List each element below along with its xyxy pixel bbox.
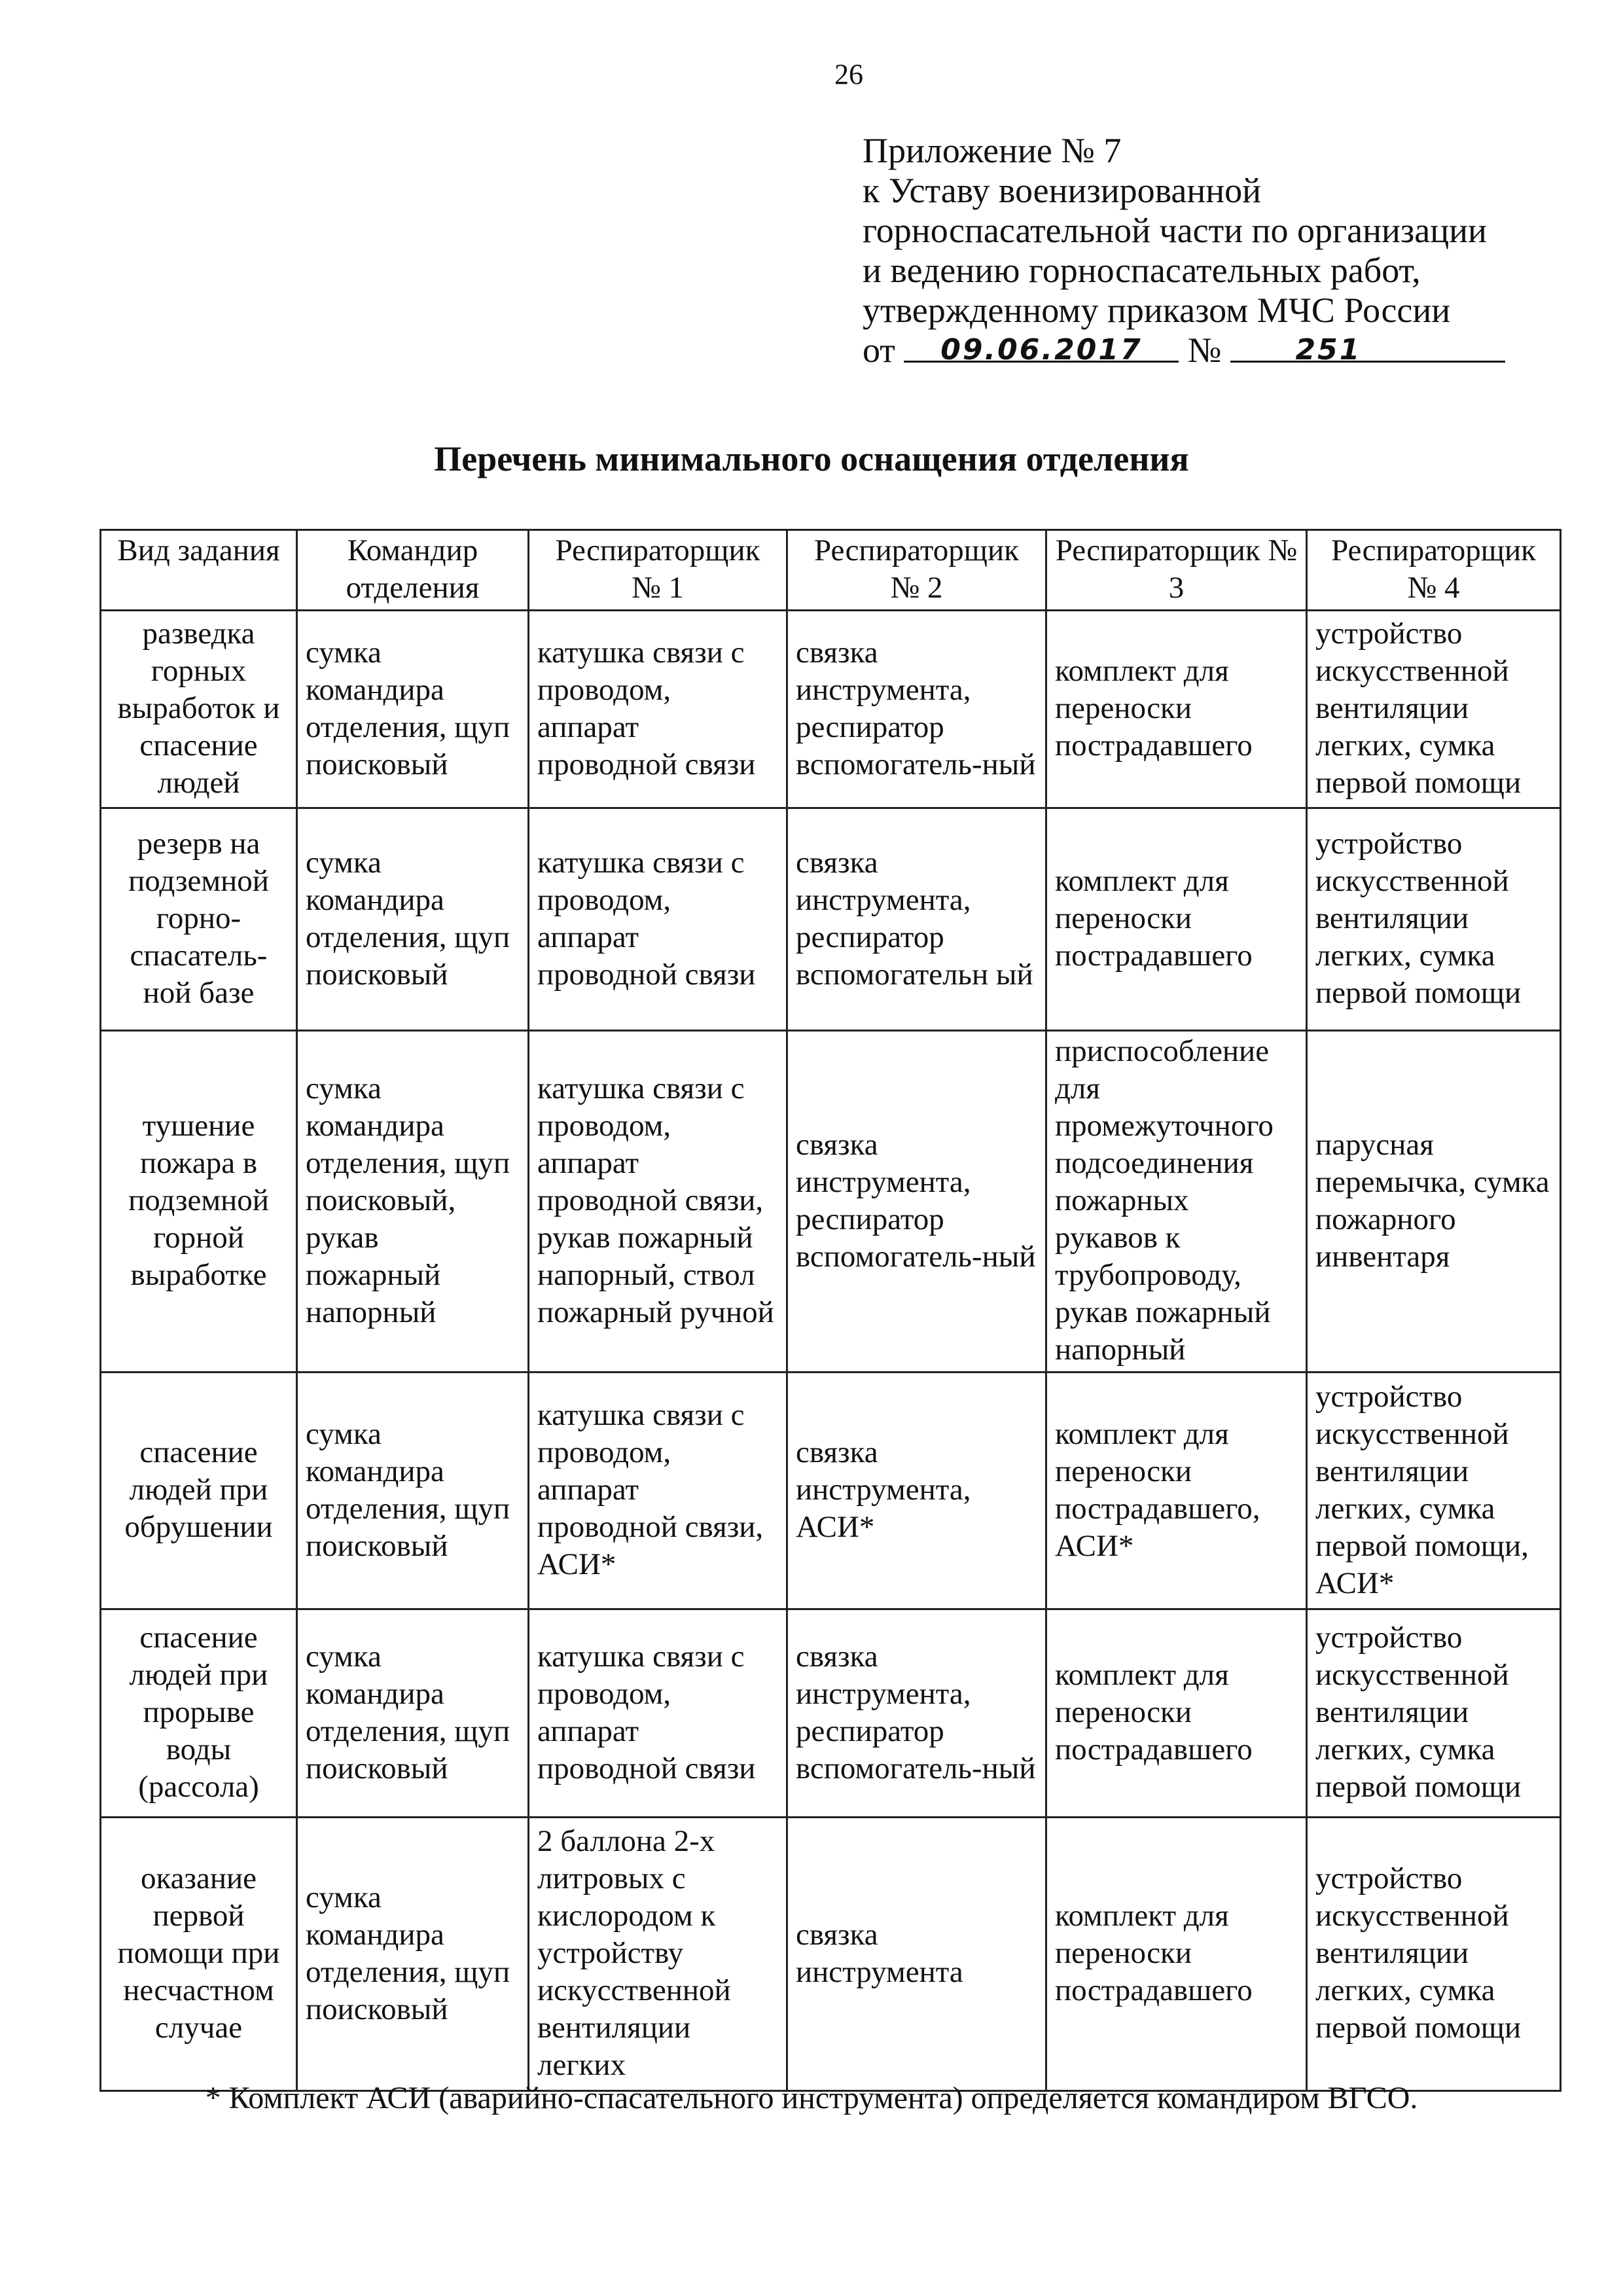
task-cell: спасение людей при обрушении (101, 1372, 297, 1609)
appendix-line-3: горноспасательной части по организации (863, 211, 1487, 250)
table-cell: устройство искусственной вентиляции легких, сумка первой помощи (1307, 1609, 1561, 1818)
number-field (1230, 331, 1505, 367)
table-row (101, 1372, 1561, 1609)
table-cell: сумка командира отделения, щуп поисковый (297, 1818, 529, 2091)
appendix-line-5: утвержденному приказом МЧС России (863, 291, 1451, 330)
table-cell: катушка связи с проводом, аппарат проводной связи (529, 1609, 787, 1818)
table-cell: устройство искусственной вентиляции легких, сумка первой помощи (1307, 808, 1561, 1031)
equipment-table (99, 529, 1561, 2092)
table-cell: сумка командира отделения, щуп поисковый, рукав пожарный напорный (297, 1031, 529, 1372)
appendix-header (863, 131, 1596, 370)
table-cell: катушка связи с проводом, аппарат проводной связи (529, 611, 787, 808)
table-cell: приспособление для промежуточного подсоединения пожарных рукавов к трубопроводу, рукав пожарный напорный (1046, 1031, 1307, 1372)
footnote: * Комплект АСИ (аварийно-спасательного инструмента) определяется командиром ВГСО. (205, 2081, 1418, 2115)
table-cell: устройство искусственной вентиляции легких, сумка первой помощи (1307, 1818, 1561, 2091)
header-respirator-2: Респираторщик № 2 (787, 530, 1046, 611)
page-number: 26 (834, 58, 863, 90)
table-cell: связка инструмента, респиратор вспомогатель-ный (787, 611, 1046, 808)
table-row (101, 1031, 1561, 1372)
table-cell: сумка командира отделения, щуп поисковый (297, 611, 529, 808)
header-respirator-3: Респираторщик № 3 (1046, 530, 1307, 611)
table-row (101, 611, 1561, 808)
number-label: № (1187, 331, 1222, 370)
table-cell: комплект для переноски пострадавшего (1046, 808, 1307, 1031)
table-cell: связка инструмента, респиратор вспомогатель-ный (787, 1609, 1046, 1818)
task-cell: спасение людей при прорыве воды (рассола) (101, 1609, 297, 1818)
table-cell: сумка командира отделения, щуп поисковый (297, 1372, 529, 1609)
table-cell: катушка связи с проводом, аппарат проводной связи (529, 808, 787, 1031)
header-respirator-1: Респираторщик № 1 (529, 530, 787, 611)
task-cell: разведка горных выработок и спасение людей (101, 611, 297, 808)
table-cell: сумка командира отделения, щуп поисковый (297, 1609, 529, 1818)
table-cell: комплект для переноски пострадавшего (1046, 1609, 1307, 1818)
appendix-line-1: Приложение № 7 (863, 131, 1122, 170)
task-cell: резерв на подземной горно-спасатель-ной базе (101, 808, 297, 1031)
table-cell: связка инструмента, респиратор вспомогательн ый (787, 808, 1046, 1031)
table-row (101, 1818, 1561, 2091)
header-respirator-4: Респираторщик № 4 (1307, 530, 1561, 611)
table-cell: связка инструмента (787, 1818, 1046, 2091)
handwritten-number: 251 (1295, 333, 1362, 367)
table-cell: комплект для переноски пострадавшего, АСИ* (1046, 1372, 1307, 1609)
table-row (101, 808, 1561, 1031)
table-cell: связка инструмента, АСИ* (787, 1372, 1046, 1609)
table-cell: 2 баллона 2-х литровых с кислородом к устройству искусственной вентиляции легких (529, 1818, 787, 2091)
table-cell: катушка связи с проводом, аппарат проводной связи, АСИ* (529, 1372, 787, 1609)
header-commander: Командир отделения (297, 530, 529, 611)
task-cell: оказание первой помощи при несчастном случае (101, 1818, 297, 2091)
table-cell: парусная перемычка, сумка пожарного инвентаря (1307, 1031, 1561, 1372)
handwritten-date: 09.06.2017 (940, 333, 1143, 367)
table-cell: катушка связи с проводом, аппарат проводной связи, рукав пожарный напорный, ствол пожарный ручной (529, 1031, 787, 1372)
appendix-line-4: и ведению горноспасательных работ, (863, 251, 1421, 290)
date-field (904, 331, 1179, 367)
from-label: от (863, 331, 895, 370)
appendix-line-2: к Уставу военизированной (863, 171, 1262, 210)
header-task-type: Вид задания (101, 530, 297, 611)
table-cell: комплект для переноски пострадавшего (1046, 1818, 1307, 2091)
table-row (101, 1609, 1561, 1818)
order-date-line (863, 331, 1596, 370)
task-cell: тушение пожара в подземной горной выработке (101, 1031, 297, 1372)
table-cell: комплект для переноски пострадавшего (1046, 611, 1307, 808)
table-cell: сумка командира отделения, щуп поисковый (297, 808, 529, 1031)
document-title: Перечень минимального оснащения отделения (434, 439, 1189, 478)
table-cell: устройство искусственной вентиляции легких, сумка первой помощи, АСИ* (1307, 1372, 1561, 1609)
table-cell: устройство искусственной вентиляции легких, сумка первой помощи (1307, 611, 1561, 808)
table-header-row (101, 530, 1561, 611)
table-cell: связка инструмента, респиратор вспомогатель-ный (787, 1031, 1046, 1372)
